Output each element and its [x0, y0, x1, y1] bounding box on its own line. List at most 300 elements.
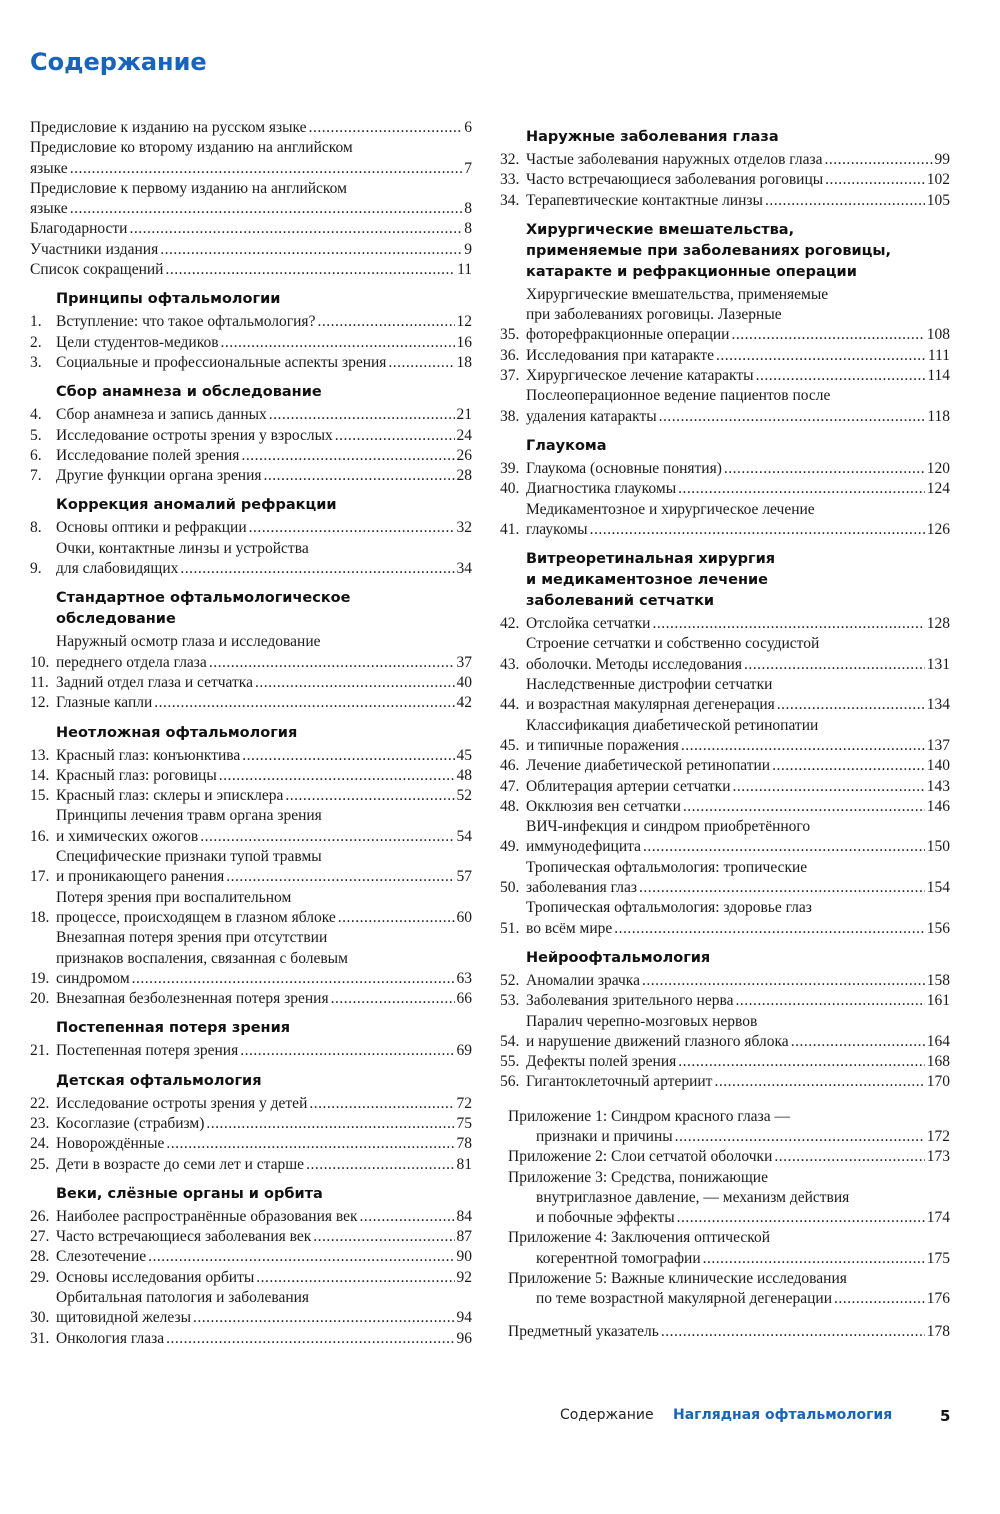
chapter-number: 54. — [500, 1032, 520, 1050]
toc-entry-row — [500, 675, 950, 716]
section-heading-line: катаракте и рефракционные операции — [526, 263, 857, 280]
page-title: Содержание — [30, 48, 207, 76]
entry-title-line: Участники издания — [30, 240, 159, 258]
entry-title-line: Сбор анамнеза и запись данных — [56, 406, 267, 424]
toc-entry[interactable] — [500, 386, 950, 427]
dot-leader — [221, 333, 455, 353]
section-heading-line: Витреоретинальная хирургия — [526, 551, 776, 568]
dot-leader — [338, 908, 455, 928]
chapter-number: 43. — [500, 655, 520, 673]
section-heading-line: Сбор анамнеза и обследование — [56, 384, 322, 401]
entry-title-line: признаки и причины — [536, 1127, 673, 1145]
page-ref: 40 — [456, 673, 472, 691]
entry-title-line: Глаукома (основные понятия) — [526, 459, 722, 477]
toc-entry-row — [30, 989, 472, 1009]
toc-entry[interactable] — [30, 1041, 472, 1061]
page-ref: 18 — [456, 353, 472, 371]
toc-entry[interactable] — [500, 366, 950, 386]
toc-entry-body — [526, 386, 950, 427]
section-heading — [500, 127, 950, 148]
toc-entry[interactable] — [500, 500, 950, 541]
toc-appendix-entry[interactable] — [500, 1322, 950, 1342]
chapter-number: 4. — [30, 406, 42, 424]
entry-last-line — [56, 989, 472, 1009]
toc-entry[interactable] — [30, 1094, 472, 1114]
toc-entry[interactable] — [30, 1155, 472, 1175]
entry-last-line — [56, 1114, 472, 1134]
toc-entry-row — [30, 1227, 472, 1247]
entry-title-line: языке — [30, 200, 68, 218]
entry-last-line — [56, 333, 472, 353]
entry-title-line: Потеря зрения при воспалительном — [56, 888, 292, 906]
entry-last-line — [56, 1308, 472, 1328]
toc-entry-row — [30, 405, 472, 425]
toc-entry[interactable] — [30, 1134, 472, 1154]
toc-entry-body — [526, 756, 950, 776]
dot-leader — [160, 240, 462, 260]
entry-title-line: Послеоперационное ведение пациентов после — [526, 387, 831, 405]
entry-last-line — [56, 969, 472, 989]
page-ref: 92 — [456, 1268, 472, 1286]
chapter-number: 34. — [500, 191, 520, 209]
toc-entry-row — [500, 366, 950, 386]
entry-title-line: Облитерация артерии сетчатки — [526, 777, 731, 795]
toc-entry[interactable] — [30, 673, 472, 693]
toc-entry[interactable] — [500, 756, 950, 776]
toc-entry-row — [500, 898, 950, 939]
toc-entry[interactable] — [500, 797, 950, 817]
dot-leader — [132, 969, 455, 989]
chapter-number: 26. — [30, 1207, 50, 1225]
toc-entry[interactable] — [30, 466, 472, 486]
toc-entry[interactable] — [30, 847, 472, 888]
toc-entry[interactable] — [30, 118, 472, 138]
toc-entry[interactable] — [30, 353, 472, 373]
chapter-number: 11. — [30, 673, 49, 691]
toc-entry[interactable] — [500, 675, 950, 716]
entry-last-line — [56, 466, 472, 486]
entry-title-line: Гигантоклеточный артериит — [526, 1073, 713, 1091]
toc-entry-body — [526, 898, 950, 939]
toc-entry[interactable] — [500, 170, 950, 190]
toc-entry-row — [30, 888, 472, 929]
entry-last-line — [526, 736, 950, 756]
toc-entry[interactable] — [30, 1288, 472, 1329]
toc-entry[interactable] — [500, 971, 950, 991]
entry-title-line: Диагностика глаукомы — [526, 480, 677, 498]
toc-entry[interactable] — [30, 766, 472, 786]
toc-entry[interactable] — [500, 614, 950, 634]
toc-entry[interactable] — [500, 1012, 950, 1053]
toc-entry[interactable] — [30, 1207, 472, 1227]
section-heading-line: Хирургические вмешательства, — [526, 221, 795, 238]
entry-last-line — [56, 1134, 472, 1154]
toc-entry[interactable] — [30, 333, 472, 353]
entry-title-line: Глазные капли — [56, 694, 153, 712]
toc-entry[interactable] — [500, 858, 950, 899]
toc-entry-body — [56, 673, 472, 693]
toc-entry[interactable] — [30, 405, 472, 425]
page-ref: 140 — [926, 757, 950, 775]
entry-last-line — [56, 446, 472, 466]
page-ref: 32 — [456, 519, 472, 537]
spacer — [500, 1093, 950, 1107]
dot-leader — [240, 1041, 454, 1061]
chapter-number: 37. — [500, 367, 520, 385]
dot-leader — [200, 827, 454, 847]
entry-title-line: Дефекты полей зрения — [526, 1053, 677, 1071]
entry-title-line: Приложение 2: Слои сетчатой оболочки — [508, 1148, 773, 1166]
chapter-number: 56. — [500, 1073, 520, 1091]
toc-entry-row — [30, 1041, 472, 1061]
dot-leader — [652, 614, 924, 634]
toc-appendix-entry[interactable] — [500, 1147, 950, 1167]
entry-title-line: синдромом — [56, 969, 130, 987]
entry-title-line: Предисловие ко второму изданию на английском — [30, 139, 353, 157]
entry-title-line: Внезапная потеря зрения при отсутствии — [56, 929, 328, 947]
entry-last-line — [56, 312, 472, 332]
section-heading-line: Стандартное офтальмологическое — [56, 590, 351, 607]
entry-last-line — [56, 867, 472, 887]
entry-title-line: Задний отдел глаза и сетчатка — [56, 673, 253, 691]
entry-title-line: Предисловие к изданию на русском языке — [30, 119, 307, 136]
entry-title-line: признаков воспаления, связанная с болевым — [56, 949, 348, 967]
toc-entry-row — [500, 777, 950, 797]
toc-entry-row — [500, 817, 950, 858]
chapter-number: 19. — [30, 969, 50, 987]
page-ref: 69 — [456, 1042, 472, 1060]
toc-entry-body — [56, 1114, 472, 1134]
entry-title-line: Приложение 5: Важные клинические исследования — [508, 1270, 847, 1288]
toc-entry-row — [30, 847, 472, 888]
dot-leader — [735, 991, 924, 1011]
entry-last-line — [56, 559, 472, 579]
toc-entry-row — [30, 312, 472, 332]
toc-entry[interactable] — [30, 260, 472, 280]
chapter-number: 45. — [500, 736, 520, 754]
toc-entry-row — [500, 614, 950, 634]
toc-entry-body — [56, 333, 472, 353]
dot-leader — [714, 1072, 924, 1092]
toc-entry[interactable] — [30, 312, 472, 332]
chapter-number: 29. — [30, 1268, 50, 1286]
entry-title-line: Заболевания зрительного нерва — [526, 992, 734, 1010]
toc-appendix-entry[interactable] — [500, 1168, 950, 1229]
entry-last-line — [526, 520, 950, 540]
toc-appendix-entry[interactable] — [500, 1107, 950, 1148]
entry-title-line: Наиболее распространённые образования век — [56, 1207, 358, 1225]
toc-appendix-entry[interactable] — [500, 1269, 950, 1310]
toc-entry[interactable] — [30, 1329, 472, 1349]
toc-entry[interactable] — [30, 989, 472, 1009]
toc-entry-body — [56, 466, 472, 486]
page-ref: 16 — [456, 333, 472, 351]
toc-entry[interactable] — [500, 150, 950, 170]
toc-entry-row — [30, 928, 472, 989]
page-ref: 90 — [456, 1248, 472, 1266]
entry-title-line: Исследование остроты зрения у детей — [56, 1094, 308, 1112]
page-ref: 137 — [926, 736, 950, 754]
dot-leader — [659, 407, 926, 427]
chapter-number: 18. — [30, 908, 50, 926]
toc-entry[interactable] — [500, 1072, 950, 1092]
toc-entry-row — [500, 971, 950, 991]
section-heading — [30, 1184, 472, 1205]
toc-entry[interactable] — [500, 285, 950, 346]
entry-title-line: Приложение 1: Синдром красного глаза — — [508, 1107, 790, 1125]
toc-entry[interactable] — [500, 777, 950, 797]
toc-entry-row — [500, 1147, 950, 1167]
page-ref: 99 — [934, 151, 950, 168]
entry-title-line: и побочные эффекты — [536, 1209, 675, 1227]
chapter-number: 53. — [500, 992, 520, 1010]
entry-last-line — [56, 1041, 472, 1061]
chapter-number: 10. — [30, 653, 50, 671]
toc-entry-body — [56, 806, 472, 847]
toc-entry-row — [30, 240, 472, 260]
page-ref: 21 — [456, 406, 472, 424]
toc-entry[interactable] — [30, 240, 472, 260]
entry-title-line: Орбитальная патология и заболевания — [56, 1289, 310, 1307]
entry-title-line: Исследование полей зрения — [56, 446, 240, 464]
toc-entry[interactable] — [500, 459, 950, 479]
page-ref: 48 — [456, 766, 472, 784]
toc-entry-row — [30, 219, 472, 239]
page-ref: 81 — [456, 1155, 472, 1173]
toc-entry-row — [500, 634, 950, 675]
toc-entry-row — [500, 1168, 950, 1229]
toc-entry-body — [526, 817, 950, 858]
entry-title-line: по теме возрастной макулярной дегенерации — [536, 1290, 832, 1308]
section-heading — [30, 289, 472, 310]
entry-last-line — [508, 1289, 950, 1309]
page-ref: 52 — [456, 787, 472, 805]
chapter-number: 42. — [500, 615, 520, 633]
page-ref: 24 — [456, 426, 472, 444]
toc-entry[interactable] — [500, 634, 950, 675]
entry-title-line: Исследование остроты зрения у взрослых — [56, 426, 333, 444]
toc-entry-body — [526, 366, 950, 386]
chapter-number: 47. — [500, 777, 520, 795]
toc-entry-row — [500, 1107, 950, 1148]
toc-entry-body — [56, 786, 472, 806]
toc-entry[interactable] — [500, 191, 950, 211]
entry-title-line: при заболеваниях роговицы. Лазерные — [526, 306, 782, 324]
toc-entry[interactable] — [500, 991, 950, 1011]
dot-leader — [614, 919, 925, 939]
toc-entry-row — [30, 693, 472, 713]
entry-title-line: Список сокращений — [30, 261, 164, 279]
entry-last-line — [526, 407, 950, 427]
entry-title-line: Вступление: что такое офтальмология? — [56, 313, 316, 331]
toc-entry-body — [526, 675, 950, 716]
entry-last-line — [508, 1147, 950, 1167]
toc-entry-row — [500, 858, 950, 899]
entry-title-line: Основы исследования орбиты — [56, 1268, 255, 1286]
section-heading-line: Веки, слёзные органы и орбита — [56, 1185, 323, 1202]
toc-entry-body — [526, 191, 950, 211]
dot-leader — [791, 1032, 925, 1052]
entry-title-line: Окклюзия вен сетчатки — [526, 797, 681, 815]
toc-entry[interactable] — [30, 179, 472, 220]
page-ref: 164 — [926, 1032, 950, 1050]
page-ref: 34 — [456, 560, 472, 578]
toc-entry-row — [30, 1155, 472, 1175]
footer-section-label: Содержание — [560, 1407, 654, 1423]
dot-leader — [643, 837, 925, 857]
entry-title-line: Другие функции органа зрения — [56, 467, 262, 485]
chapter-number: 36. — [500, 346, 520, 364]
dot-leader — [154, 693, 454, 713]
toc-entry-body — [526, 1072, 950, 1092]
toc-entry[interactable] — [30, 446, 472, 466]
toc-entry-row — [500, 716, 950, 757]
entry-last-line — [526, 991, 950, 1011]
section-heading — [30, 723, 472, 744]
dot-leader — [744, 655, 925, 675]
toc-entry[interactable] — [500, 817, 950, 858]
toc-entry-row — [30, 632, 472, 673]
dot-leader — [206, 1114, 454, 1134]
toc-entry[interactable] — [30, 1247, 472, 1267]
section-heading — [30, 1018, 472, 1039]
toc-entry-row — [30, 1329, 472, 1349]
toc-entry[interactable] — [30, 888, 472, 929]
entry-title-line: во всём мире — [526, 919, 613, 937]
toc-entry[interactable] — [500, 1052, 950, 1072]
chapter-number: 27. — [30, 1228, 50, 1246]
toc-entry-body — [30, 219, 472, 239]
toc-entry[interactable] — [30, 746, 472, 766]
toc-entry[interactable] — [30, 1114, 472, 1134]
toc-entry-row — [500, 1322, 950, 1342]
footer-book-title: Наглядная офтальмология — [673, 1407, 893, 1423]
toc-entry[interactable] — [30, 539, 472, 580]
dot-leader — [165, 260, 455, 280]
dot-leader — [309, 1094, 454, 1114]
entry-title-line: Красный глаз: склеры и эписклера — [56, 787, 284, 805]
entry-title-line: удаления катаракты — [526, 407, 657, 425]
entry-last-line — [56, 426, 472, 446]
section-heading-line: Неотложная офтальмология — [56, 724, 298, 741]
dot-leader — [313, 1227, 454, 1247]
toc-entry-row — [500, 1269, 950, 1310]
section-heading — [500, 549, 950, 612]
page-ref: 75 — [456, 1114, 472, 1132]
toc-entry[interactable] — [500, 898, 950, 939]
toc-entry-body — [526, 170, 950, 190]
toc-entry-row — [30, 179, 472, 220]
chapter-number: 55. — [500, 1053, 520, 1071]
toc-entry-row — [30, 673, 472, 693]
entry-last-line — [56, 1207, 472, 1227]
toc-appendix-entry[interactable] — [500, 1228, 950, 1269]
page-ref: 111 — [927, 346, 950, 364]
toc-entry-body — [56, 405, 472, 425]
entry-last-line — [526, 1052, 950, 1072]
dot-leader — [724, 459, 925, 479]
chapter-number: 3. — [30, 353, 42, 371]
dot-leader — [255, 673, 455, 693]
entry-title-line: Онкология глаза — [56, 1329, 165, 1347]
dot-leader — [825, 170, 925, 190]
page-ref: 176 — [926, 1290, 950, 1308]
section-heading-line: и медикаментозное лечение — [526, 572, 769, 589]
entry-last-line — [56, 353, 472, 373]
page-ref: 87 — [456, 1228, 472, 1246]
entry-title-line: Строение сетчатки и собственно сосудистой — [526, 635, 820, 653]
toc-entry[interactable] — [30, 928, 472, 989]
toc-entry-body — [526, 634, 950, 675]
toc-entry-row — [30, 1247, 472, 1267]
page-ref: 178 — [926, 1322, 950, 1340]
toc-entry[interactable] — [30, 426, 472, 446]
chapter-number: 40. — [500, 480, 520, 498]
dot-leader — [639, 878, 925, 898]
dot-leader — [765, 191, 925, 211]
dot-leader — [148, 1247, 454, 1267]
entry-title-line: и нарушение движений глазного яблока — [526, 1032, 789, 1050]
section-heading-line: Постепенная потеря зрения — [56, 1020, 291, 1037]
toc-entry-body — [56, 847, 472, 888]
toc-entry[interactable] — [30, 806, 472, 847]
entry-title-line: Хирургические вмешательства, применяемые — [526, 285, 829, 303]
chapter-number: 31. — [30, 1329, 50, 1347]
entry-last-line — [56, 908, 472, 928]
page-ref: 114 — [927, 367, 950, 385]
toc-entry-row — [30, 1207, 472, 1227]
chapter-number: 41. — [500, 520, 520, 538]
toc-entry[interactable] — [500, 346, 950, 366]
toc-entry[interactable] — [500, 716, 950, 757]
entry-last-line — [56, 1268, 472, 1288]
page-ref: 6 — [464, 119, 472, 136]
entry-last-line — [56, 786, 472, 806]
chapter-number: 20. — [30, 990, 50, 1008]
toc-entry-body — [30, 260, 472, 280]
toc-entry[interactable] — [30, 518, 472, 538]
toc-entry-row — [500, 285, 950, 346]
toc-entry-body — [56, 1288, 472, 1329]
toc-entry-row — [30, 746, 472, 766]
section-heading-line: Нейроофтальмология — [526, 949, 711, 966]
toc-entry-body — [526, 1012, 950, 1053]
dot-leader — [242, 746, 454, 766]
page-ref: 175 — [926, 1249, 950, 1267]
toc-entry[interactable] — [30, 693, 472, 713]
toc-entry[interactable] — [500, 479, 950, 499]
entry-title-line: Предисловие к первому изданию на английском — [30, 179, 347, 197]
entry-title-line: Частые заболевания наружных отделов глаза — [526, 151, 823, 168]
toc-entry[interactable] — [30, 786, 472, 806]
toc-entry[interactable] — [30, 219, 472, 239]
toc-entry-body — [526, 716, 950, 757]
entry-last-line — [526, 150, 950, 170]
toc-entry[interactable] — [30, 1227, 472, 1247]
toc-entry-body — [56, 989, 472, 1009]
entry-last-line — [56, 1094, 472, 1114]
toc-entry[interactable] — [30, 138, 472, 179]
chapter-number: 14. — [30, 766, 50, 784]
toc-entry[interactable] — [30, 1268, 472, 1288]
chapter-number: 17. — [30, 868, 50, 886]
dot-leader — [756, 366, 926, 386]
entry-title-line: Новорождённые — [56, 1135, 165, 1153]
toc-entry-row — [500, 797, 950, 817]
toc-entry-row — [500, 386, 950, 427]
toc-entry[interactable] — [30, 632, 472, 673]
toc-entry-body — [30, 179, 472, 220]
